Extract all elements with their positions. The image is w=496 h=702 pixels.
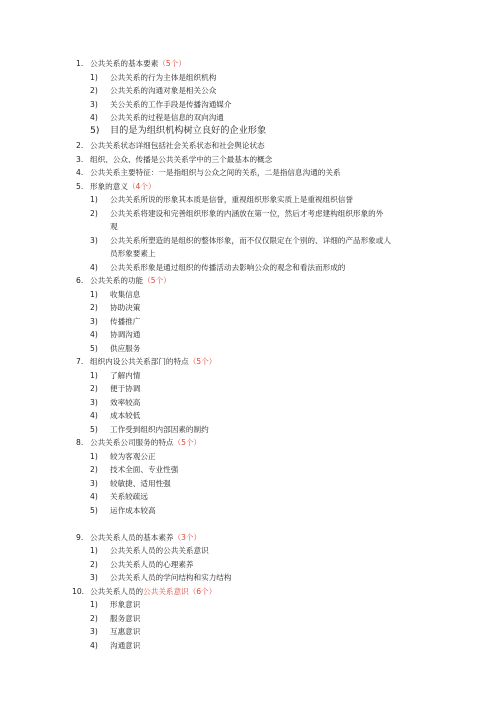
document-page: 1. 公共关系的基本要素（5个） 1) 公共关系的行为主体是组织机构 2) 公共关系的沟通对象是相关公众 3) 关公关系的工作手段是传播沟通媒介 4) 公共关系的过程是信息的双向沟通 5) 目的是为组织机构树立良好的企业形象 2. 公共关系状态详细包括社会关系状态和社会舆论状态 3. 组织、公众、传播是公共关系学中的三个最基本的概念 4. 公共关系主要特征：一是指组织与公众之间的关系，二是指信息沟通的关系 5. 形象的意义（4个） 1) 公共关系所说的形象其本质是信誉，重视组织形象实质上是重视组织信誉 2) 公共关系将建设和完善组织形象的内涵放在第一位，然后才考虑建构组织形象的外 观 3) 公共关系所塑造的是组织的整体形象，而不仅仅限定在个别的、详细的产品形象或人 员形象要素上 4) 公共关系形象是通过组织的传播活动去影响公众的观念和看法而形成的 6. 公共关系的功能（5个） 1) 收集信息 2) 协助决策 3) 传播推广 4) 协调沟通 5) 供应服务 7. 组织内设公共关系部门的特点（5个） 1) 了解内情 2) 便于协调 3) 效率较高 4) 成本较低 5) 工作受到组织内部因素的制约 8. 公共关系公司服务的特点（5个） 1) 较为客观公正 2) 技术全面、专业性强 3) 较敏捷、适用性强 4) 关系较疏远 5) 运作成本较高 9. 公共关系人员的基本素养（3个） 1) 公共关系人员的公共关系意识 2) 公共关系人员的心理素养 3) 公共关系人员的学问结构和实力结构 10. 公共关系人员的公共关系意识（6个） 1) 形象意识 2) 服务意识 3) 互惠意识 4) 沟通意识	[72, 59, 391, 650]
item-text: 公共关系的基本要素（5个）	[90, 59, 186, 68]
item-number: 1.	[76, 59, 84, 68]
